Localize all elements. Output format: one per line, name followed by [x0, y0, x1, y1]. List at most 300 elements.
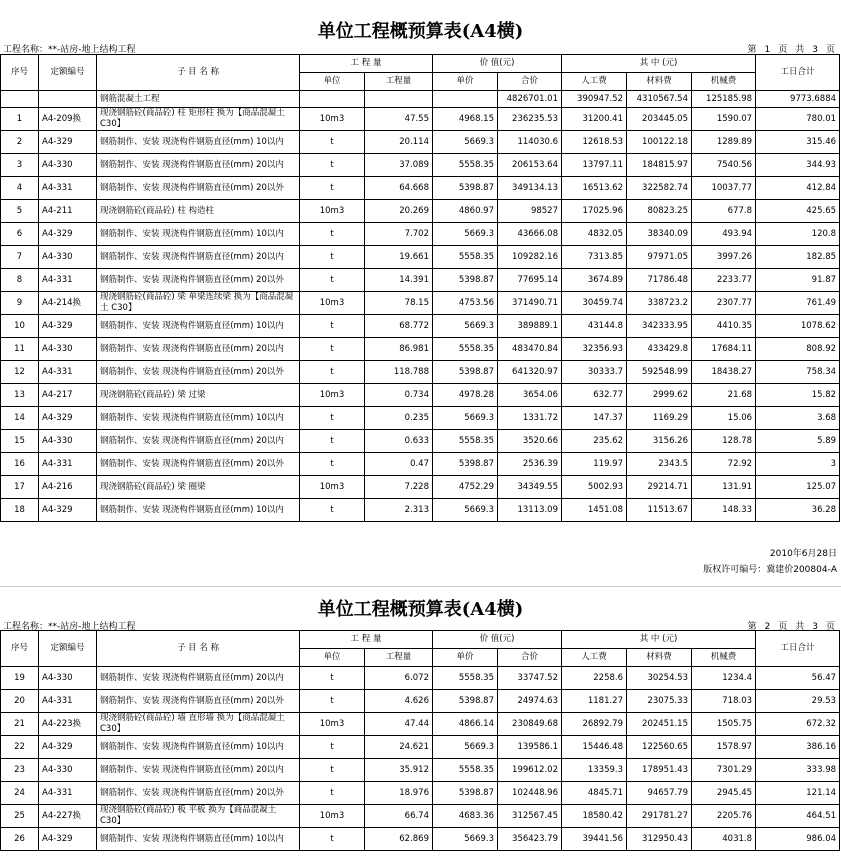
cell-workday: 91.87	[756, 269, 840, 292]
cell-qty: 7.702	[365, 223, 433, 246]
cell-qty: 24.621	[365, 736, 433, 759]
table-body	[1, 667, 840, 851]
cell-material: 29214.71	[627, 476, 692, 499]
cell-workday: 386.16	[756, 736, 840, 759]
cell-workday: 344.93	[756, 154, 840, 177]
cell-workday: 808.92	[756, 338, 840, 361]
cell-total: 1331.72	[498, 407, 562, 430]
cell-unit: t	[300, 269, 365, 292]
cell-seq: 2	[1, 131, 39, 154]
cell-material: 342333.95	[627, 315, 692, 338]
cell-material: 100122.18	[627, 131, 692, 154]
cell-unit: t	[300, 453, 365, 476]
cell-unit: t	[300, 361, 365, 384]
cell-total: 230849.68	[498, 713, 562, 736]
cell-price: 5669.3	[433, 223, 498, 246]
page-total-suffix: 页	[825, 622, 835, 632]
cell-total: 2536.39	[498, 453, 562, 476]
cell-labor: 16513.62	[562, 177, 627, 200]
table-body	[1, 91, 840, 522]
footer-license: 版权许可编号：冀建价200804-A	[703, 565, 837, 575]
cell-unit: t	[300, 690, 365, 713]
cell-qty: 47.44	[365, 713, 433, 736]
cell-name: 钢筋制作、安装 现浇构件钢筋直径(mm) 10以内	[97, 736, 300, 759]
cell-name: 钢筋制作、安装 现浇构件钢筋直径(mm) 10以内	[97, 407, 300, 430]
cell-qty: 6.072	[365, 667, 433, 690]
header-labor: 人工费	[562, 73, 627, 91]
summary-price	[433, 91, 498, 108]
cell-code: A4-216	[39, 476, 97, 499]
header-seq: 序号	[1, 55, 39, 91]
cell-workday: 125.07	[756, 476, 840, 499]
cell-seq: 26	[1, 828, 39, 851]
header-value: 价 值(元)	[433, 631, 562, 649]
summary-row	[1, 91, 840, 108]
cell-machine: 1590.07	[692, 108, 756, 131]
cell-unit: t	[300, 338, 365, 361]
page-number: 1	[764, 45, 771, 55]
cell-machine: 21.68	[692, 384, 756, 407]
table-row	[1, 453, 840, 476]
cell-name: 现浇钢筋砼(商品砼) 梁 过梁	[97, 384, 300, 407]
cell-workday: 1078.62	[756, 315, 840, 338]
cell-material: 38340.09	[627, 223, 692, 246]
cell-material: 433429.8	[627, 338, 692, 361]
cell-labor: 235.62	[562, 430, 627, 453]
cell-total: 114030.6	[498, 131, 562, 154]
cell-name: 钢筋制作、安装 现浇构件钢筋直径(mm) 20以内	[97, 154, 300, 177]
cell-unit: t	[300, 828, 365, 851]
cell-material: 178951.43	[627, 759, 692, 782]
table-row	[1, 384, 840, 407]
table-row	[1, 154, 840, 177]
cell-seq: 7	[1, 246, 39, 269]
cell-name: 钢筋制作、安装 现浇构件钢筋直径(mm) 10以内	[97, 223, 300, 246]
cell-price: 4683.36	[433, 805, 498, 828]
cell-seq: 5	[1, 200, 39, 223]
header-total: 合价	[498, 73, 562, 91]
cell-price: 5558.35	[433, 759, 498, 782]
cell-unit: t	[300, 177, 365, 200]
cell-total: 206153.64	[498, 154, 562, 177]
cell-total: 3654.06	[498, 384, 562, 407]
cell-total: 356423.79	[498, 828, 562, 851]
cell-qty: 0.235	[365, 407, 433, 430]
cell-machine: 131.91	[692, 476, 756, 499]
cell-workday: 182.85	[756, 246, 840, 269]
cell-labor: 13797.11	[562, 154, 627, 177]
cell-code: A4-330	[39, 338, 97, 361]
cell-unit: t	[300, 407, 365, 430]
cell-seq: 22	[1, 736, 39, 759]
cell-qty: 86.981	[365, 338, 433, 361]
cell-seq: 13	[1, 384, 39, 407]
cell-labor: 1181.27	[562, 690, 627, 713]
cell-qty: 2.313	[365, 499, 433, 522]
cell-machine: 2307.77	[692, 292, 756, 315]
estimate-table	[0, 54, 840, 522]
table-row	[1, 430, 840, 453]
table-row	[1, 200, 840, 223]
cell-machine: 1505.75	[692, 713, 756, 736]
cell-total: 139586.1	[498, 736, 562, 759]
cell-seq: 19	[1, 667, 39, 690]
cell-code: A4-329	[39, 407, 97, 430]
header-quantity: 工 程 量	[300, 631, 433, 649]
cell-name: 钢筋制作、安装 现浇构件钢筋直径(mm) 20以外	[97, 361, 300, 384]
cell-material: 312950.43	[627, 828, 692, 851]
table-row	[1, 713, 840, 736]
header-qty: 工程量	[365, 73, 433, 91]
cell-qty: 66.74	[365, 805, 433, 828]
cell-unit: 10m3	[300, 384, 365, 407]
cell-price: 5558.35	[433, 154, 498, 177]
cell-price: 5398.87	[433, 453, 498, 476]
cell-name: 现浇钢筋砼(商品砼) 柱 矩形柱 换为【商品混凝土 C30】	[97, 108, 300, 131]
cell-machine: 17684.11	[692, 338, 756, 361]
cell-workday: 758.34	[756, 361, 840, 384]
cell-qty: 0.633	[365, 430, 433, 453]
cell-workday: 464.51	[756, 805, 840, 828]
page-total: 3	[812, 622, 818, 632]
cell-total: 109282.16	[498, 246, 562, 269]
summary-workday: 9773.6884	[756, 91, 840, 108]
cell-material: 3156.26	[627, 430, 692, 453]
cell-price: 4753.56	[433, 292, 498, 315]
cell-machine: 2945.45	[692, 782, 756, 805]
cell-name: 现浇钢筋砼(商品砼) 梁 圈梁	[97, 476, 300, 499]
cell-material: 80823.25	[627, 200, 692, 223]
summary-machine: 125185.98	[692, 91, 756, 108]
cell-material: 71786.48	[627, 269, 692, 292]
table-row	[1, 690, 840, 713]
cell-price: 5558.35	[433, 338, 498, 361]
cell-code: A4-330	[39, 667, 97, 690]
cell-price: 5669.3	[433, 736, 498, 759]
cell-unit: 10m3	[300, 200, 365, 223]
cell-total: 34349.55	[498, 476, 562, 499]
cell-unit: t	[300, 667, 365, 690]
cell-name: 钢筋制作、安装 现浇构件钢筋直径(mm) 20以内	[97, 430, 300, 453]
cell-code: A4-329	[39, 736, 97, 759]
cell-seq: 4	[1, 177, 39, 200]
cell-qty: 7.228	[365, 476, 433, 499]
cell-workday: 36.28	[756, 499, 840, 522]
cell-labor: 1451.08	[562, 499, 627, 522]
cell-name: 钢筋制作、安装 现浇构件钢筋直径(mm) 20以内	[97, 759, 300, 782]
summary-code	[39, 91, 97, 108]
cell-qty: 0.47	[365, 453, 433, 476]
project-name: 工程名称：**-站房-地上结构工程	[3, 45, 136, 55]
cell-machine: 7301.29	[692, 759, 756, 782]
cell-name: 现浇钢筋砼(商品砼) 梁 单梁连续梁 换为【商品混凝土 C30】	[97, 292, 300, 315]
cell-code: A4-331	[39, 177, 97, 200]
cell-workday: 121.14	[756, 782, 840, 805]
cell-total: 98527	[498, 200, 562, 223]
cell-qty: 47.55	[365, 108, 433, 131]
cell-material: 322582.74	[627, 177, 692, 200]
cell-price: 5558.35	[433, 246, 498, 269]
table-row	[1, 177, 840, 200]
cell-workday: 780.01	[756, 108, 840, 131]
summary-name: 钢筋混凝土工程	[97, 91, 300, 108]
cell-seq: 12	[1, 361, 39, 384]
page-total-prefix: 共	[795, 45, 805, 55]
cell-material: 592548.99	[627, 361, 692, 384]
cell-code: A4-329	[39, 499, 97, 522]
cell-price: 5398.87	[433, 690, 498, 713]
cell-price: 5669.3	[433, 828, 498, 851]
cell-material: 184815.97	[627, 154, 692, 177]
cell-price: 5669.3	[433, 315, 498, 338]
header-unit-price: 单价	[433, 73, 498, 91]
cell-workday: 315.46	[756, 131, 840, 154]
cell-name: 钢筋制作、安装 现浇构件钢筋直径(mm) 20以外	[97, 177, 300, 200]
cell-workday: 3	[756, 453, 840, 476]
page-total-suffix: 页	[825, 45, 835, 55]
cell-total: 312567.45	[498, 805, 562, 828]
cell-qty: 68.772	[365, 315, 433, 338]
page-number: 2	[764, 622, 771, 632]
cell-qty: 19.661	[365, 246, 433, 269]
cell-material: 2343.5	[627, 453, 692, 476]
cell-seq: 17	[1, 476, 39, 499]
cell-total: 371490.71	[498, 292, 562, 315]
table-row	[1, 361, 840, 384]
cell-unit: 10m3	[300, 476, 365, 499]
cell-name: 钢筋制作、安装 现浇构件钢筋直径(mm) 20以外	[97, 690, 300, 713]
header-code: 定额编号	[39, 55, 97, 91]
header-seq: 序号	[1, 631, 39, 667]
table-row	[1, 338, 840, 361]
cell-material: 23075.33	[627, 690, 692, 713]
cell-seq: 10	[1, 315, 39, 338]
cell-code: A4-331	[39, 269, 97, 292]
cell-code: A4-227换	[39, 805, 97, 828]
cell-price: 4752.29	[433, 476, 498, 499]
cell-unit: 10m3	[300, 713, 365, 736]
cell-code: A4-330	[39, 154, 97, 177]
cell-material: 291781.27	[627, 805, 692, 828]
table-row	[1, 269, 840, 292]
cell-qty: 62.869	[365, 828, 433, 851]
header-quantity: 工 程 量	[300, 55, 433, 73]
cell-seq: 1	[1, 108, 39, 131]
cell-name: 钢筋制作、安装 现浇构件钢筋直径(mm) 10以内	[97, 499, 300, 522]
footer-date: 2010年6月28日	[769, 549, 837, 559]
cell-name: 钢筋制作、安装 现浇构件钢筋直径(mm) 20以内	[97, 338, 300, 361]
cell-qty: 0.734	[365, 384, 433, 407]
cell-qty: 4.626	[365, 690, 433, 713]
table-row	[1, 667, 840, 690]
cell-seq: 18	[1, 499, 39, 522]
cell-machine: 3997.26	[692, 246, 756, 269]
cell-price: 5558.35	[433, 667, 498, 690]
header-machine: 机械费	[692, 649, 756, 667]
cell-total: 13113.09	[498, 499, 562, 522]
cell-workday: 15.82	[756, 384, 840, 407]
cell-seq: 8	[1, 269, 39, 292]
cell-price: 5398.87	[433, 177, 498, 200]
cell-name: 钢筋制作、安装 现浇构件钢筋直径(mm) 10以内	[97, 828, 300, 851]
cell-machine: 128.78	[692, 430, 756, 453]
cell-machine: 1234.4	[692, 667, 756, 690]
header-workday: 工日合计	[756, 55, 840, 91]
cell-price: 4968.15	[433, 108, 498, 131]
cell-labor: 147.37	[562, 407, 627, 430]
cell-machine: 15.06	[692, 407, 756, 430]
cell-total: 349134.13	[498, 177, 562, 200]
table-row	[1, 499, 840, 522]
cell-seq: 23	[1, 759, 39, 782]
cell-labor: 39441.56	[562, 828, 627, 851]
cell-labor: 7313.85	[562, 246, 627, 269]
page-label-suffix: 页	[778, 622, 788, 632]
cell-machine: 18438.27	[692, 361, 756, 384]
cell-labor: 26892.79	[562, 713, 627, 736]
cell-code: A4-211	[39, 200, 97, 223]
header-code: 定额编号	[39, 631, 97, 667]
cell-workday: 3.68	[756, 407, 840, 430]
table-row	[1, 315, 840, 338]
cell-material: 30254.53	[627, 667, 692, 690]
cell-machine: 10037.77	[692, 177, 756, 200]
header-unit-price: 单价	[433, 649, 498, 667]
cell-seq: 15	[1, 430, 39, 453]
cell-price: 5398.87	[433, 782, 498, 805]
summary-total: 4826701.01	[498, 91, 562, 108]
cell-qty: 35.912	[365, 759, 433, 782]
cell-name: 钢筋制作、安装 现浇构件钢筋直径(mm) 10以内	[97, 315, 300, 338]
cell-material: 1169.29	[627, 407, 692, 430]
cell-machine: 4410.35	[692, 315, 756, 338]
cell-code: A4-331	[39, 453, 97, 476]
cell-labor: 17025.96	[562, 200, 627, 223]
table-row	[1, 407, 840, 430]
table-row	[1, 476, 840, 499]
cell-name: 钢筋制作、安装 现浇构件钢筋直径(mm) 10以内	[97, 131, 300, 154]
header-of-which: 其 中 (元)	[562, 631, 756, 649]
cell-code: A4-330	[39, 759, 97, 782]
cell-code: A4-330	[39, 246, 97, 269]
cell-labor: 15446.48	[562, 736, 627, 759]
cell-qty: 14.391	[365, 269, 433, 292]
cell-qty: 118.788	[365, 361, 433, 384]
page-title: 单位工程概预算表(A4横)	[317, 599, 524, 620]
cell-code: A4-217	[39, 384, 97, 407]
cell-labor: 31200.41	[562, 108, 627, 131]
estimate-table	[0, 630, 840, 851]
cell-total: 483470.84	[498, 338, 562, 361]
header-item: 子 目 名 称	[97, 55, 300, 91]
cell-code: A4-209换	[39, 108, 97, 131]
cell-machine: 1578.97	[692, 736, 756, 759]
cell-unit: 10m3	[300, 805, 365, 828]
cell-name: 钢筋制作、安装 现浇构件钢筋直径(mm) 20以外	[97, 453, 300, 476]
cell-total: 236235.53	[498, 108, 562, 131]
cell-code: A4-329	[39, 315, 97, 338]
cell-unit: t	[300, 782, 365, 805]
cell-labor: 4832.05	[562, 223, 627, 246]
cell-machine: 493.94	[692, 223, 756, 246]
header-material: 材料费	[627, 649, 692, 667]
table-row	[1, 828, 840, 851]
cell-name: 现浇钢筋砼(商品砼) 柱 构造柱	[97, 200, 300, 223]
cell-workday: 425.65	[756, 200, 840, 223]
cell-labor: 3674.89	[562, 269, 627, 292]
cell-total: 389889.1	[498, 315, 562, 338]
header-workday: 工日合计	[756, 631, 840, 667]
cell-code: A4-223换	[39, 713, 97, 736]
table-row	[1, 759, 840, 782]
header-unit: 单位	[300, 649, 365, 667]
header-item: 子 目 名 称	[97, 631, 300, 667]
cell-price: 4978.28	[433, 384, 498, 407]
cell-seq: 16	[1, 453, 39, 476]
cell-labor: 2258.6	[562, 667, 627, 690]
cell-material: 97971.05	[627, 246, 692, 269]
table-row	[1, 782, 840, 805]
cell-workday: 672.32	[756, 713, 840, 736]
cell-labor: 43144.8	[562, 315, 627, 338]
page-label-suffix: 页	[778, 45, 788, 55]
page-divider	[0, 586, 841, 587]
cell-machine: 4031.8	[692, 828, 756, 851]
cell-total: 199612.02	[498, 759, 562, 782]
cell-workday: 412.84	[756, 177, 840, 200]
header-value: 价 值(元)	[433, 55, 562, 73]
cell-machine: 1289.89	[692, 131, 756, 154]
table-row	[1, 805, 840, 828]
cell-price: 4860.97	[433, 200, 498, 223]
cell-machine: 7540.56	[692, 154, 756, 177]
cell-total: 641320.97	[498, 361, 562, 384]
cell-labor: 30459.74	[562, 292, 627, 315]
table-row	[1, 292, 840, 315]
summary-qty	[365, 91, 433, 108]
cell-code: A4-329	[39, 828, 97, 851]
cell-seq: 24	[1, 782, 39, 805]
cell-unit: t	[300, 246, 365, 269]
summary-seq	[1, 91, 39, 108]
cell-material: 11513.67	[627, 499, 692, 522]
cell-name: 钢筋制作、安装 现浇构件钢筋直径(mm) 20以外	[97, 782, 300, 805]
header-of-which: 其 中 (元)	[562, 55, 756, 73]
cell-labor: 32356.93	[562, 338, 627, 361]
page-total-prefix: 共	[795, 622, 805, 632]
cell-qty: 78.15	[365, 292, 433, 315]
cell-machine: 148.33	[692, 499, 756, 522]
cell-code: A4-330	[39, 430, 97, 453]
cell-seq: 20	[1, 690, 39, 713]
cell-unit: t	[300, 430, 365, 453]
cell-seq: 14	[1, 407, 39, 430]
cell-labor: 119.97	[562, 453, 627, 476]
cell-total: 102448.96	[498, 782, 562, 805]
table-header	[1, 631, 840, 667]
cell-unit: t	[300, 131, 365, 154]
cell-material: 203445.05	[627, 108, 692, 131]
cell-machine: 718.03	[692, 690, 756, 713]
cell-code: A4-329	[39, 223, 97, 246]
cell-labor: 18580.42	[562, 805, 627, 828]
cell-qty: 64.668	[365, 177, 433, 200]
cell-unit: t	[300, 154, 365, 177]
cell-qty: 20.114	[365, 131, 433, 154]
cell-machine: 72.92	[692, 453, 756, 476]
cell-workday: 761.49	[756, 292, 840, 315]
cell-total: 33747.52	[498, 667, 562, 690]
